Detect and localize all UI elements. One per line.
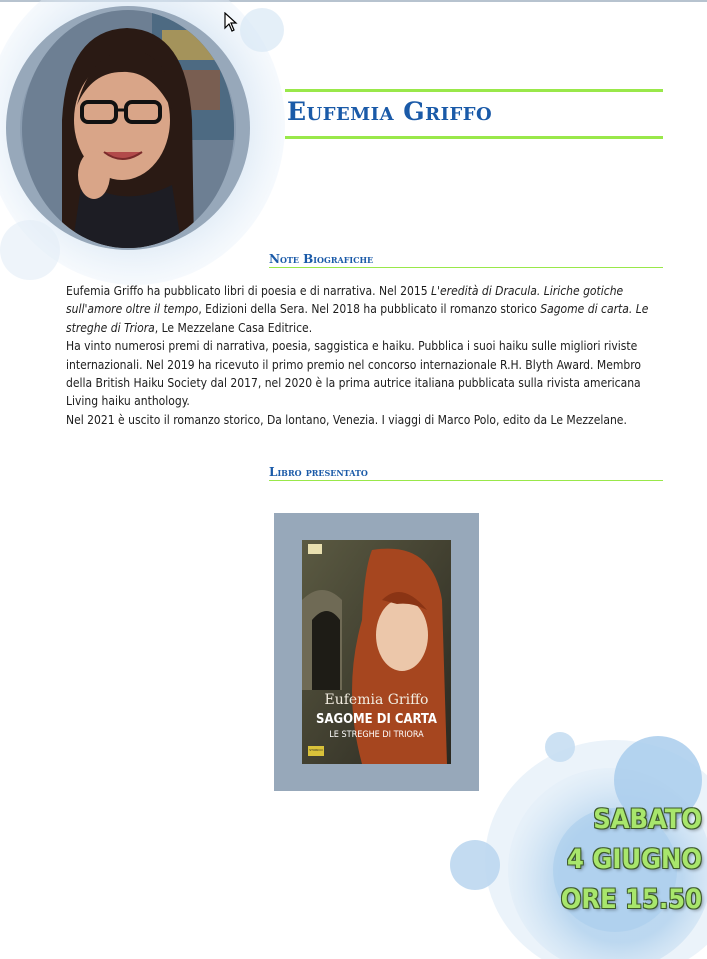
author-name: Eufemia Griffo <box>287 97 493 126</box>
bio-paragraph-3: Nel 2021 è uscito il romanzo storico, Da lontano, Venezia. I viaggi di Marco Polo, edito da Le Mezzelane. <box>66 412 627 427</box>
event-date: 4 GIUGNO <box>567 844 702 875</box>
book-cover-series-tag: STORICO <box>309 748 323 752</box>
section-heading-bio-label: Note Biografiche <box>269 252 374 266</box>
section-heading-bio <box>269 249 663 268</box>
bio-text-segment: Eufemia Griffo ha pubblicato libri di poesia e di narrativa. Nel 2015 <box>66 284 432 298</box>
book-cover <box>302 540 451 764</box>
bio-text-segment: , Le Mezzelane Casa Editrice. <box>154 320 313 335</box>
event-time: ORE 15.50 <box>560 884 702 915</box>
book-cover-subtitle: LE STREGHE DI TRIORA <box>329 730 424 740</box>
bio-paragraph-1 <box>66 282 666 337</box>
mouse-cursor-icon <box>224 12 238 32</box>
banner-top-rule <box>285 89 663 92</box>
event-datetime <box>540 800 702 920</box>
author-name-banner <box>285 89 663 139</box>
book-cover-title: SAGOME DI CARTA <box>316 712 437 727</box>
bio-book-title-2: Sagome di carta. Le streghe di Triora <box>66 302 649 335</box>
banner-bottom-rule <box>285 136 663 139</box>
bio-paragraph-2: Ha vinto numerosi premi di narrativa, poesia, saggistica e haiku. Pubblica i suoi haiku sulle migliori riviste internazionali. Nel 2019 ha ricevuto il primo premio nel concorso internazionale R.H. Blyth Award. Membro della British Haiku Society dal 2017, nel 2020 è la prima autrice italiana pubblicata sulla rivista americana Living haiku anthology. <box>66 339 641 409</box>
section-heading-book <box>269 462 663 481</box>
bio-book-title-1: L'eredità di Dracula. Liriche gotiche sull'amore oltre il tempo <box>66 284 624 317</box>
event-day: SABATO <box>593 804 702 835</box>
biography-text <box>66 282 666 429</box>
book-cover-author: Eufemia Griffo <box>324 692 429 708</box>
section-heading-book-label: Libro presentato <box>269 465 368 479</box>
author-portrait-image <box>22 10 234 248</box>
bio-text-segment: , Edizioni della Sera. Nel 2018 ha pubblicato il romanzo storico <box>198 302 541 317</box>
author-photo <box>22 10 234 248</box>
